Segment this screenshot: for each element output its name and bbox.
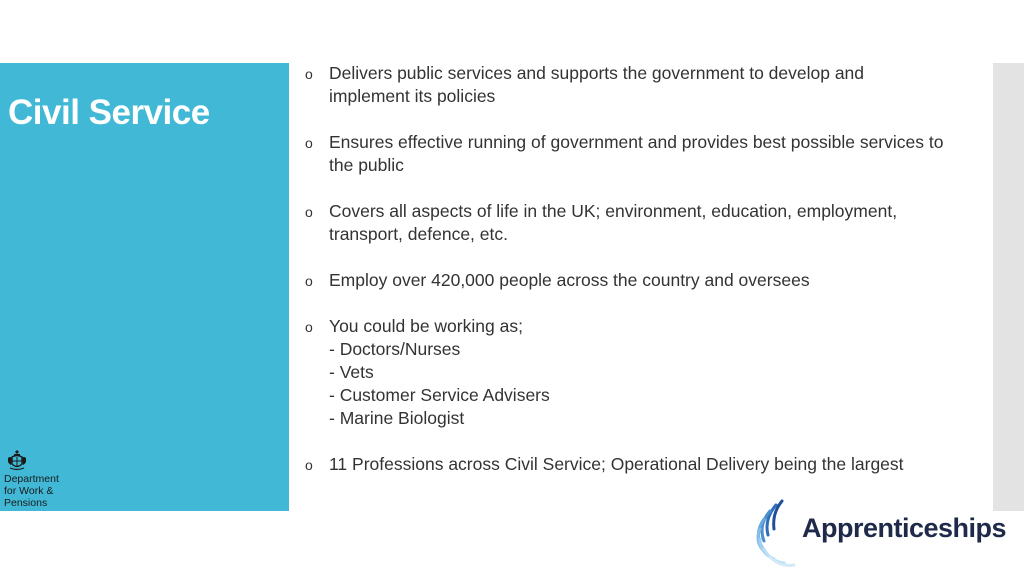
bullet-marker: o — [305, 204, 313, 220]
bullet-text: Employ over 420,000 people across the country and oversees — [329, 270, 810, 290]
bullet-item — [305, 453, 945, 476]
bullet-marker: o — [305, 66, 313, 82]
bullet-item — [305, 62, 945, 108]
bullet-marker: o — [305, 273, 313, 289]
apprenticeships-logo — [752, 493, 1007, 573]
department-name-line1: Department — [4, 473, 59, 485]
bullet-text: Covers all aspects of life in the UK; environment, education, employment, transport, defence, etc. — [329, 201, 898, 244]
bullet-text: Delivers public services and supports the government to develop and implement its policies — [329, 63, 865, 106]
bullet-marker: o — [305, 135, 313, 151]
apprenticeships-swoosh-icon — [752, 493, 808, 573]
bullet-item — [305, 315, 945, 430]
bullet-text: Ensures effective running of government and provides best possible services to the public — [329, 132, 944, 175]
title-panel — [0, 63, 289, 511]
job-role-item: - Customer Service Advisers — [329, 385, 550, 405]
apprenticeships-wordmark: Apprenticeships — [802, 513, 1007, 543]
bullet-item — [305, 131, 945, 177]
job-role-item: - Vets — [329, 362, 374, 382]
job-role-item: - Marine Biologist — [329, 408, 465, 428]
bullet-text: 11 Professions across Civil Service; Operational Delivery being the largest — [329, 454, 904, 474]
department-name-line2: for Work & — [4, 485, 54, 497]
bullet-item — [305, 269, 945, 292]
royal-crest-icon — [7, 449, 27, 471]
dwp-logo — [4, 449, 59, 509]
bullet-item — [305, 200, 945, 246]
bullet-marker: o — [305, 457, 313, 473]
right-side-bar — [993, 63, 1024, 511]
bullet-marker: o — [305, 319, 313, 335]
bullet-text: You could be working as; — [329, 316, 523, 336]
slide-title: Civil Service — [8, 93, 210, 132]
job-role-item: - Doctors/Nurses — [329, 339, 461, 359]
bullet-list — [305, 62, 945, 499]
department-name-line3: Pensions — [4, 497, 48, 509]
